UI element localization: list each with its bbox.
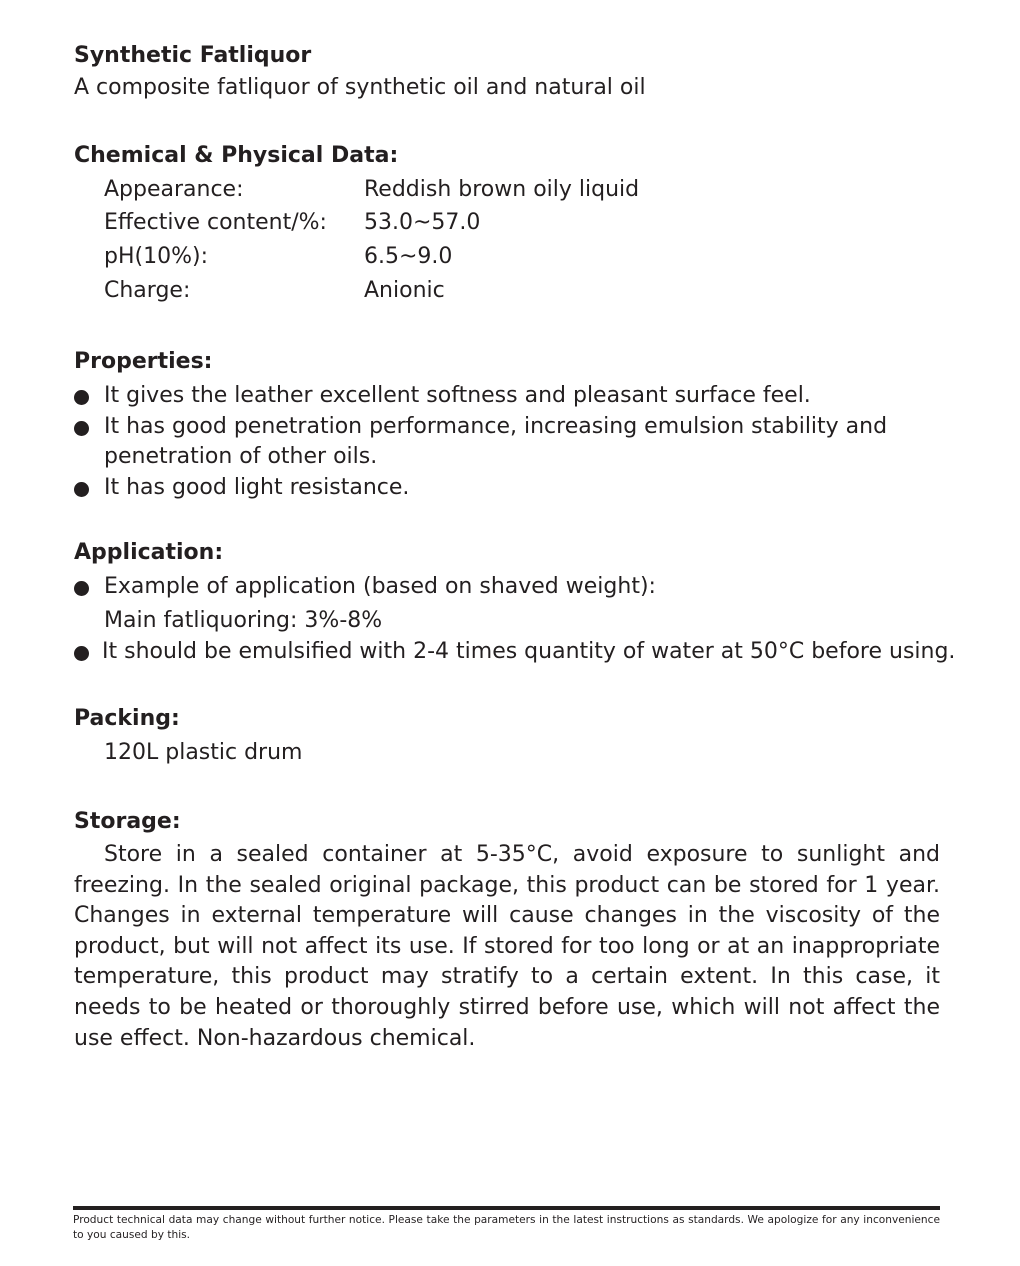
effective-content-label: Effective content/%: xyxy=(104,210,327,235)
appearance-value: Reddish brown oily liquid xyxy=(364,177,640,202)
bullet-icon xyxy=(74,482,89,497)
application-item-continuation: Main fatliquoring: 3%-8% xyxy=(104,608,383,633)
charge-value: Anionic xyxy=(364,278,445,303)
application-item: Example of application (based on shaved weight): xyxy=(104,574,656,599)
property-item: It gives the leather excellent softness and pleasant surface feel. xyxy=(104,383,811,408)
property-item-continuation: penetration of other oils. xyxy=(104,444,378,469)
appearance-label: Appearance: xyxy=(104,177,244,202)
ph-value: 6.5~9.0 xyxy=(364,244,453,269)
property-item: It has good light resistance. xyxy=(104,475,410,500)
property-item: It has good penetration performance, increasing emulsion stability and xyxy=(104,414,888,439)
storage-text: Store in a sealed container at 5-35°C, avoid exposure to sunlight and freezing. In the sealed original package, this product can be stored for 1 year. Changes in external temperature will cause changes in the viscosity of the product, but will not affect its use. If stored for too long or at an inappropriate temperature, this product may stratify to a certain extent. In this case, it needs to be heated or thoroughly stirred before use, which will not affect the use effect. Non-hazardous chemical. xyxy=(74,842,940,1051)
charge-label: Charge: xyxy=(104,278,191,303)
bullet-icon xyxy=(74,390,89,405)
storage-heading: Storage: xyxy=(74,809,181,834)
product-title: Synthetic Fatliquor xyxy=(74,43,312,68)
bullet-icon xyxy=(74,421,89,436)
packing-heading: Packing: xyxy=(74,706,180,731)
product-description: A composite fatliquor of synthetic oil and natural oil xyxy=(74,75,646,100)
footer-note: Product technical data may change without further notice. Please take the parameters in the latest instructions as standards. We apologize for any inconvenience to you caused by this. xyxy=(73,1214,940,1241)
packing-text: 120L plastic drum xyxy=(104,740,303,765)
properties-heading: Properties: xyxy=(74,349,213,374)
ph-label: pH(10%): xyxy=(104,244,208,269)
footer-divider xyxy=(73,1206,940,1210)
bullet-icon xyxy=(74,581,89,596)
bullet-icon xyxy=(74,646,89,661)
application-heading: Application: xyxy=(74,540,224,565)
application-item: It should be emulsified with 2-4 times quantity of water at 50°C before using. xyxy=(102,639,956,664)
effective-content-value: 53.0~57.0 xyxy=(364,210,481,235)
chemical-data-heading: Chemical & Physical Data: xyxy=(74,143,399,168)
